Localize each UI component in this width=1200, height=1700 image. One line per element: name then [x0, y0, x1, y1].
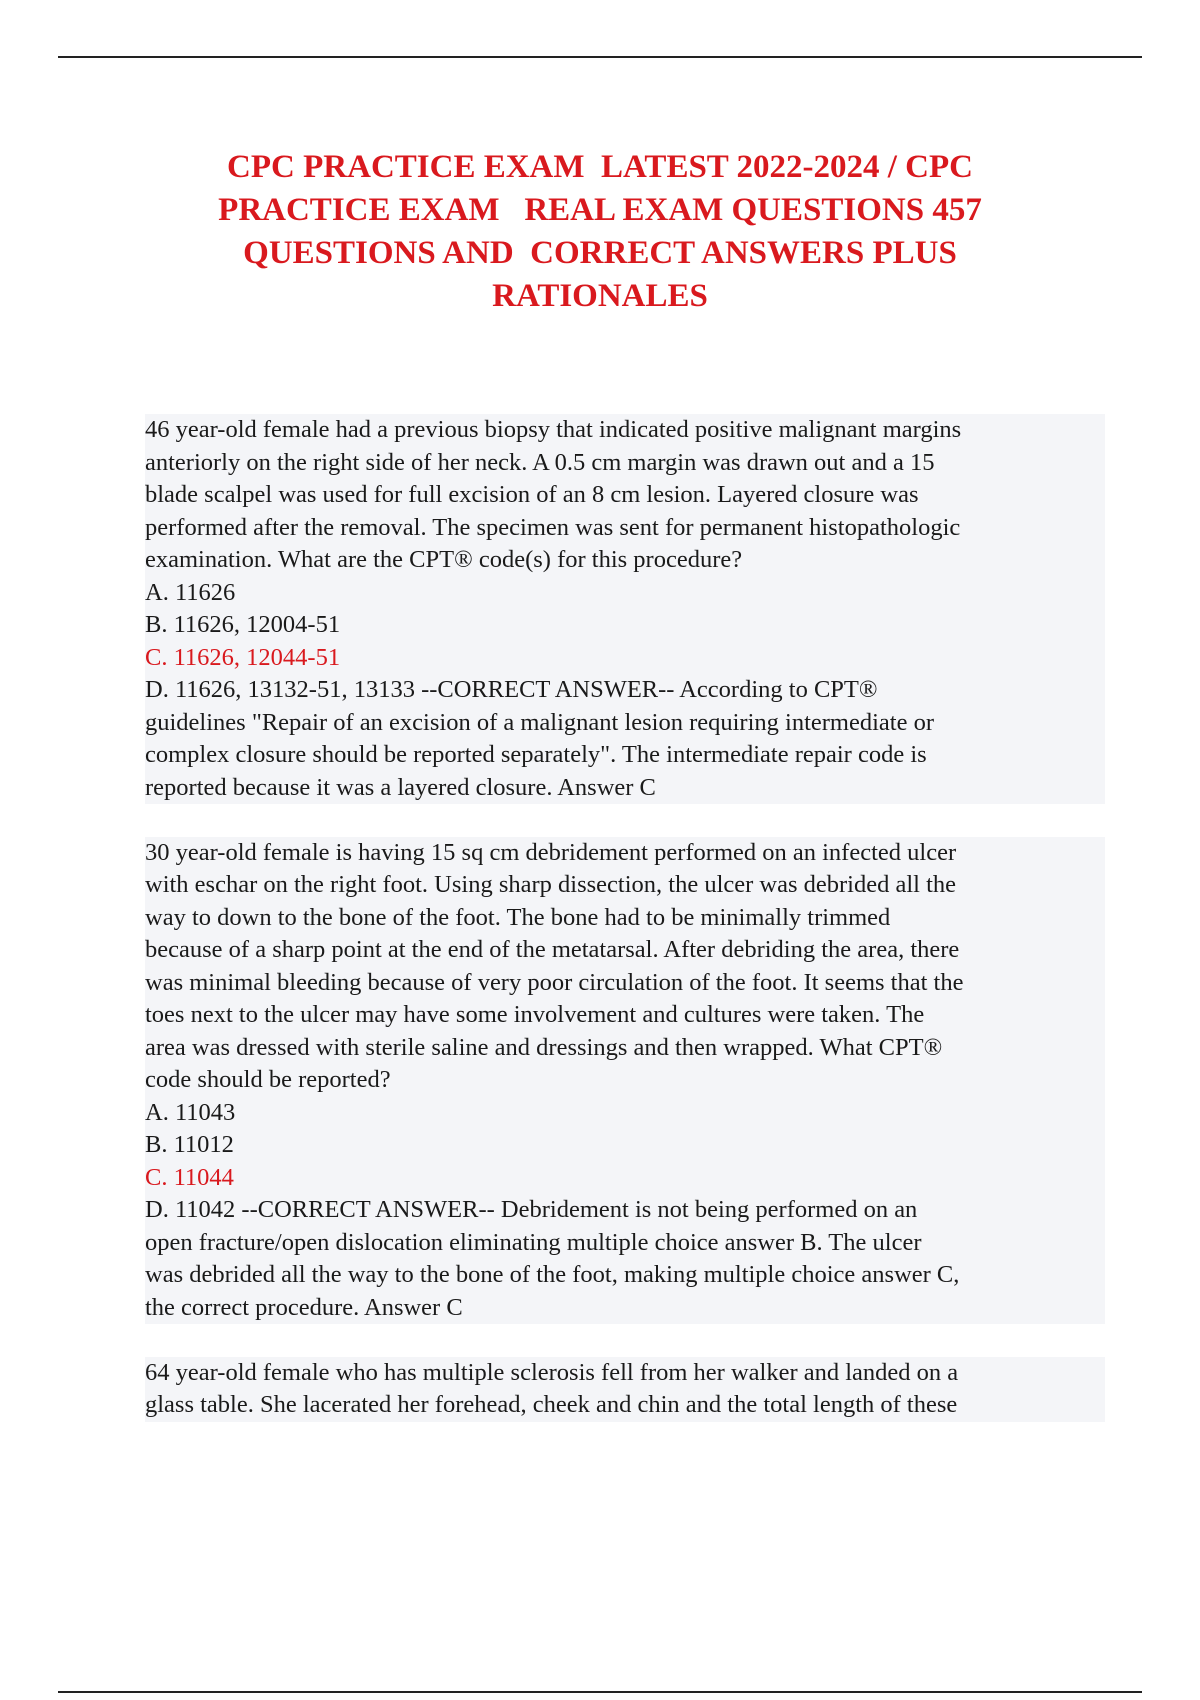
- question-block: [145, 837, 1105, 1325]
- question-stem-line: glass table. She lacerated her forehead, cheek and chin and the total length of these: [145, 1389, 1105, 1422]
- paragraph-gap: [145, 804, 1105, 837]
- question-stem-line: area was dressed with sterile saline and dressings and then wrapped. What CPT®: [145, 1032, 1105, 1065]
- rationale-line: was debrided all the way to the bone of the foot, making multiple choice answer C,: [145, 1259, 1105, 1292]
- question-stem-line: 46 year-old female had a previous biopsy that indicated positive malignant margins: [145, 414, 1105, 447]
- question-stem-line: was minimal bleeding because of very poor circulation of the foot. It seems that the: [145, 967, 1105, 1000]
- title-line: QUESTIONS AND CORRECT ANSWERS PLUS: [243, 235, 957, 271]
- question-stem-line: blade scalpel was used for full excision of an 8 cm lesion. Layered closure was: [145, 479, 1105, 512]
- rationale-line: reported because it was a layered closure. Answer C: [145, 772, 1105, 805]
- question-block: [145, 1357, 1105, 1422]
- question-block: [145, 414, 1105, 804]
- answer-option: A. 11626: [145, 577, 1105, 610]
- rationale-line: complex closure should be reported separately". The intermediate repair code is: [145, 739, 1105, 772]
- correct-answer-option: C. 11626, 12044-51: [145, 642, 1105, 675]
- header-rule: [58, 56, 1142, 58]
- rationale-line: D. 11626, 13132-51, 13133 --CORRECT ANSWER-- According to CPT®: [145, 674, 1105, 707]
- title-line: RATIONALES: [492, 278, 708, 314]
- rationale-line: the correct procedure. Answer C: [145, 1292, 1105, 1325]
- question-stem-line: performed after the removal. The specimen was sent for permanent histopathologic: [145, 512, 1105, 545]
- question-stem-line: 30 year-old female is having 15 sq cm debridement performed on an infected ulcer: [145, 837, 1105, 870]
- question-stem-line: code should be reported?: [145, 1064, 1105, 1097]
- question-stem-line: because of a sharp point at the end of the metatarsal. After debriding the area, there: [145, 934, 1105, 967]
- paragraph-gap: [145, 1324, 1105, 1357]
- question-stem-line: toes next to the ulcer may have some involvement and cultures were taken. The: [145, 999, 1105, 1032]
- question-stem-line: with eschar on the right foot. Using sharp dissection, the ulcer was debrided all the: [145, 869, 1105, 902]
- question-stem-line: examination. What are the CPT® code(s) for this procedure?: [145, 544, 1105, 577]
- rationale-line: D. 11042 --CORRECT ANSWER-- Debridement is not being performed on an: [145, 1194, 1105, 1227]
- question-stem-line: way to down to the bone of the foot. The bone had to be minimally trimmed: [145, 902, 1105, 935]
- document-title: [150, 146, 1050, 318]
- title-line: CPC PRACTICE EXAM LATEST 2022-2024 / CPC: [227, 149, 973, 185]
- footer-rule: [58, 1691, 1142, 1693]
- rationale-line: guidelines "Repair of an excision of a malignant lesion requiring intermediate or: [145, 707, 1105, 740]
- rationale-line: open fracture/open dislocation eliminating multiple choice answer B. The ulcer: [145, 1227, 1105, 1260]
- answer-option: B. 11626, 12004-51: [145, 609, 1105, 642]
- question-stem-line: 64 year-old female who has multiple sclerosis fell from her walker and landed on a: [145, 1357, 1105, 1390]
- answer-option: A. 11043: [145, 1097, 1105, 1130]
- title-line: PRACTICE EXAM REAL EXAM QUESTIONS 457: [218, 192, 982, 228]
- correct-answer-option: C. 11044: [145, 1162, 1105, 1195]
- answer-option: B. 11012: [145, 1129, 1105, 1162]
- document-body: [145, 414, 1105, 1422]
- question-stem-line: anteriorly on the right side of her neck. A 0.5 cm margin was drawn out and a 15: [145, 447, 1105, 480]
